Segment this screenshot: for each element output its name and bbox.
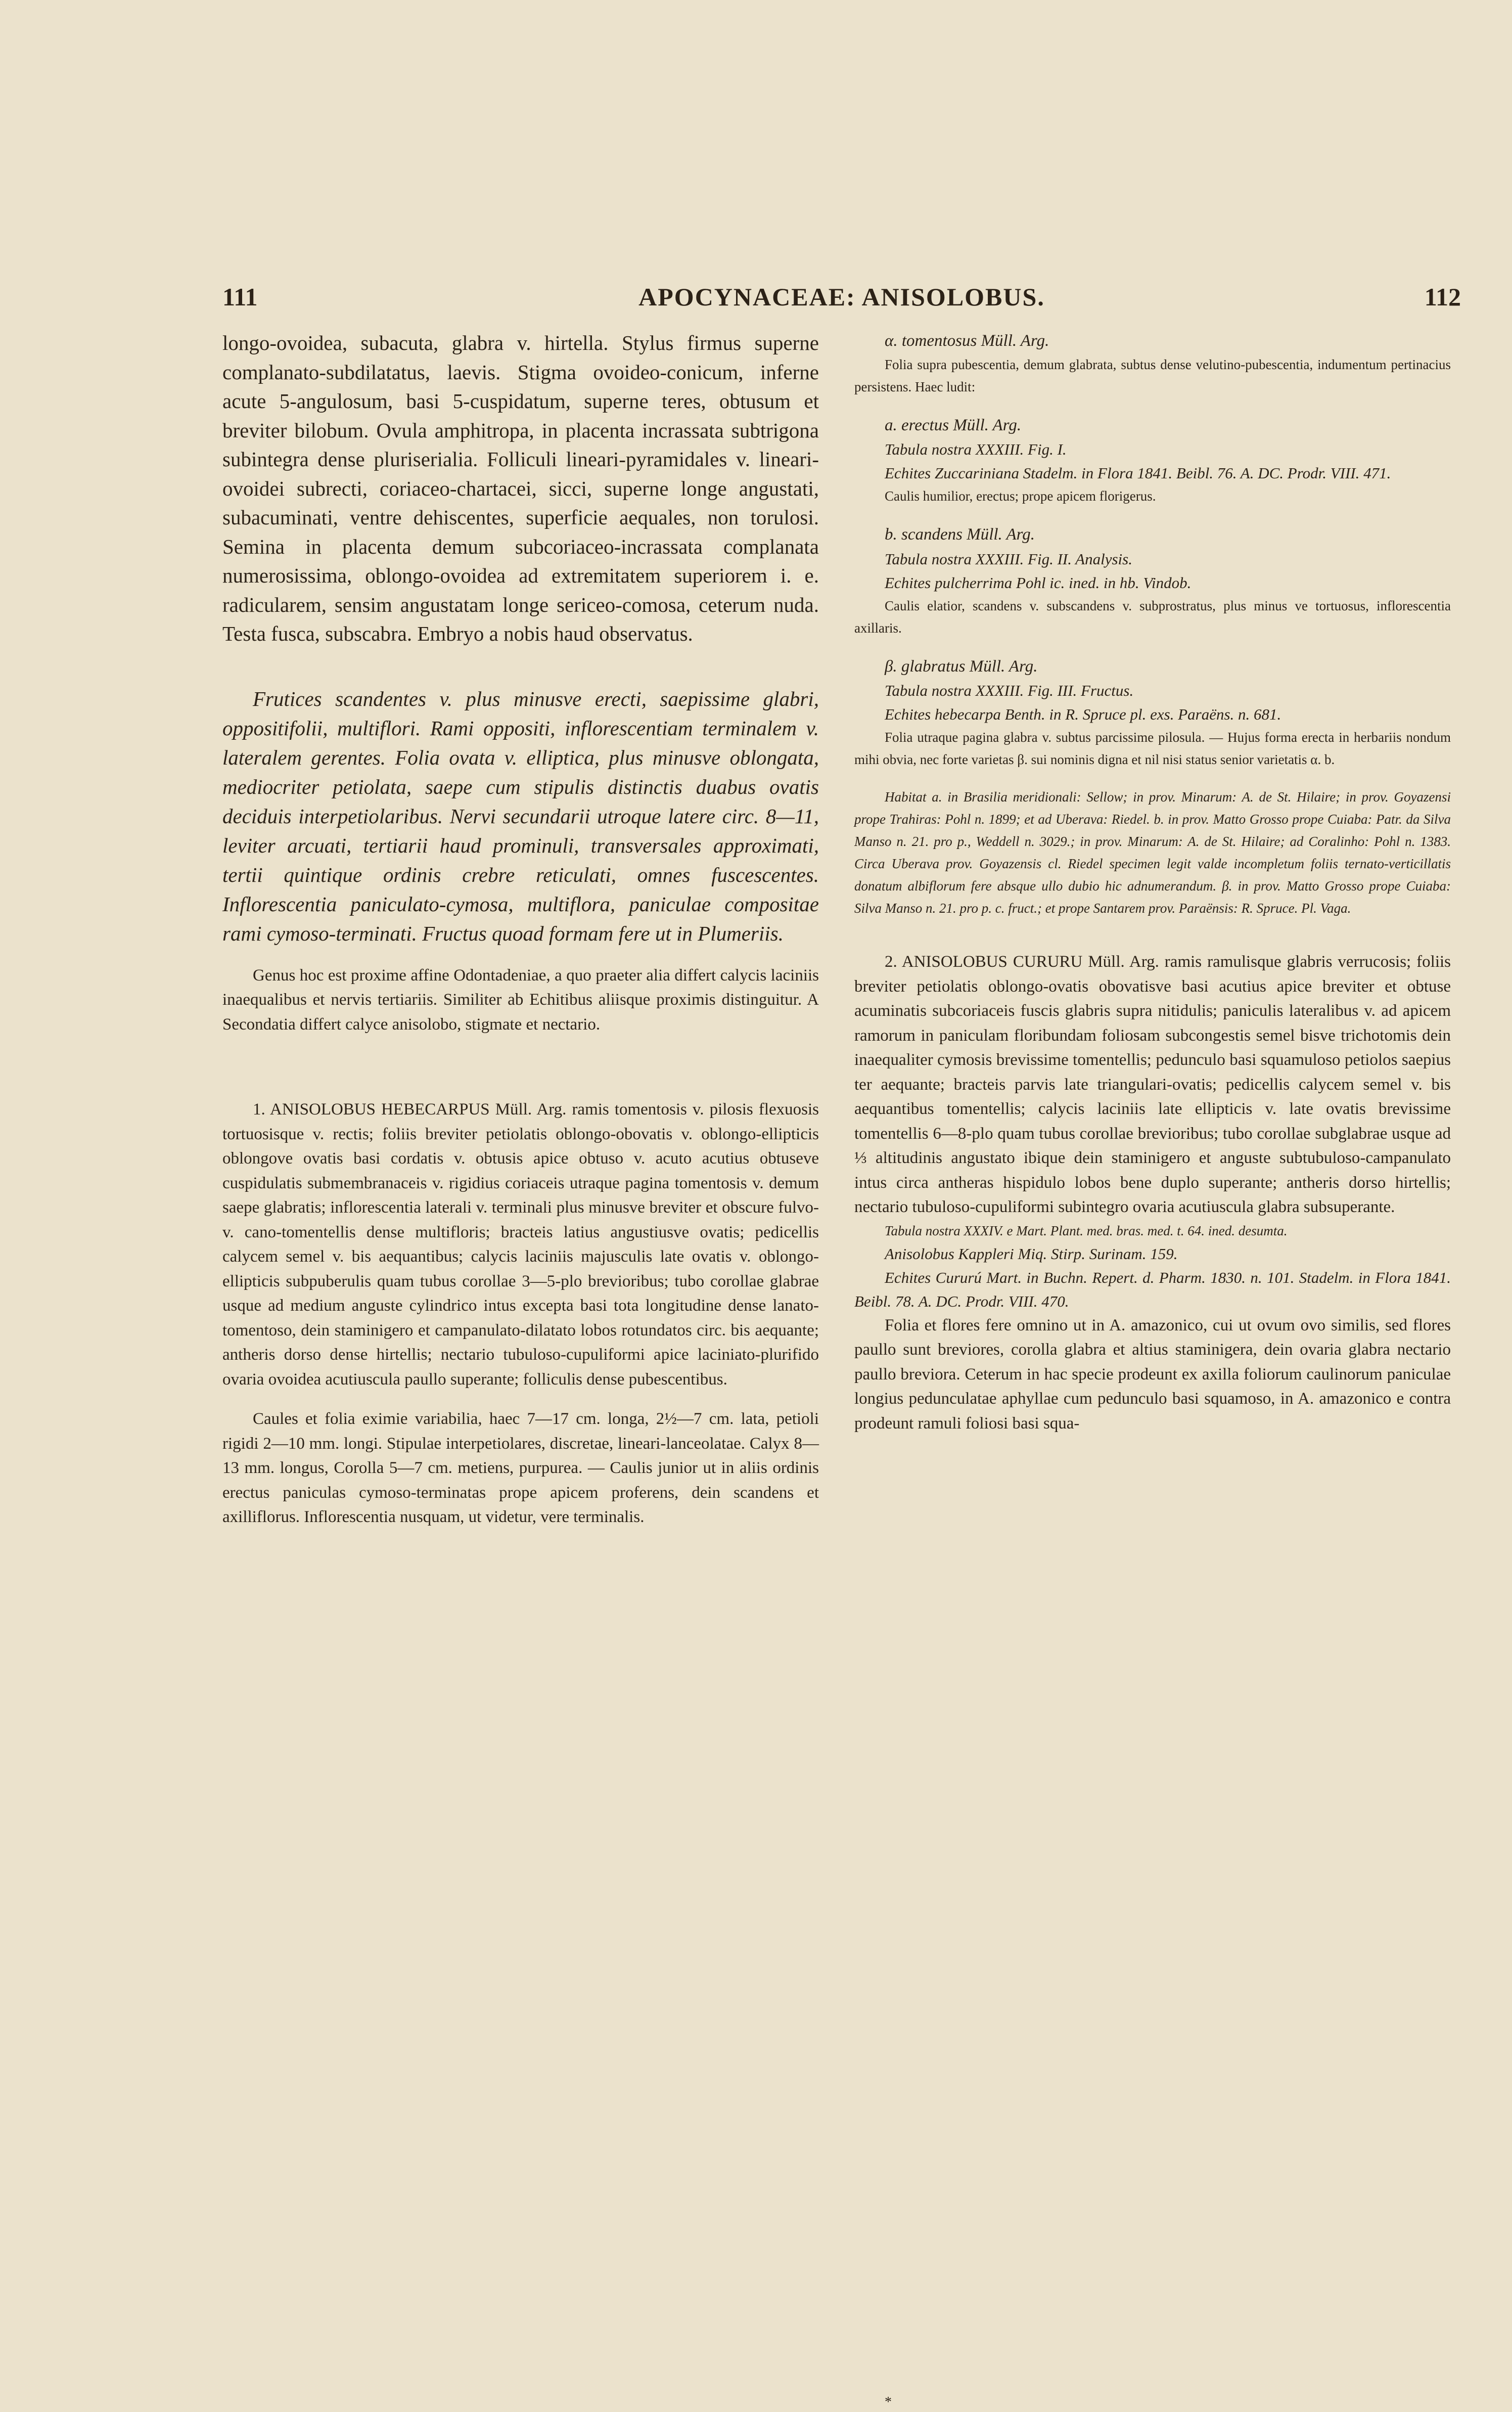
- page-header: [222, 282, 1461, 318]
- species-1-notes: Caules et folia eximie variabilia, haec 7—17 cm. longa, 2½—7 cm. lata, petioli rigidi 2—10 mm. longi. Stipulae interpetiolares, discretae, lineari-lanceolatae. Calyx 8—13 mm. longus, Corolla 5—7 cm. metiens, purpurea. — Caulis junior ut in aliis ordinis erectus paniculas cymoso-terminatas prope apicem proferens, dein scandens et axilliflorus. Inflorescentia nusquam, ut videtur, vere terminalis.: [222, 1410, 819, 1526]
- right-column: [854, 329, 1451, 1436]
- footer-mark: *: [885, 2394, 892, 2410]
- page-number-right: 112: [1424, 283, 1461, 311]
- genus-affinity-note: Genus hoc est proxime affine Odontadeniae, a quo praeter alia differt calycis laciniis inaequalibus et nervis tertiariis. Similiter ab Echitibus aliisque proximis distinguitur. A Secondatia differt calyce anisolobo, stigmate et nectario.: [222, 966, 819, 1034]
- variety-alpha-description: Folia supra pubescentia, demum glabrata, subtus dense velutino-pubescentia, indumentum pertinacius persistens. Haec ludit:: [854, 356, 1451, 394]
- variety-beta-synonym: Echites hebecarpa Benth. in R. Spruce pl. exs. Paraëns. n. 681.: [885, 705, 1281, 723]
- species-2-diagnosis: 2. ANISOLOBUS CURURU Müll. Arg. ramis ramulisque glabris verrucosis; foliis breviter petiolatis oblongo-ovatis obovatisve basi acutius apice breviter et obtuse acuminatis subcoriaceis fuscis glabris supra nitidulis; paniculis lateralibus v. ad apicem ramorum in paniculam floribundam foliosam subcongestis semel bisve trichotomis dein inaequaliter cymosis brevissime tomentellis; pedunculo basi squamuloso petiolos saepius ter aequante; bracteis parvis late triangulari-ovatis; pedicellis calycem semel v. bis aequantibus tomentellis; calycis laciniis late ellipticis v. late ovatis brevissime tomentellis 6—8-plo quam tubus corollae brevioribus; tubo corollae subglabrae usque ad ⅓ altitudinis angustato ibique dein staminigero et anguste subtubuloso-campanulato intus circa antheras hispidulo lobos bene duplo superante; antheris dorso hirtellis; nectario tubuloso-cupuliformi subintegro ovaria acutiuscula glabra subsuperante.: [854, 953, 1451, 1216]
- form-a-description: Caulis humilior, erectus; prope apicem florigerus.: [885, 488, 1156, 504]
- form-a-heading: a. erectus Müll. Arg.: [885, 416, 1022, 434]
- variety-beta-plate: Tabula nostra XXXIII. Fig. III. Fructus.: [885, 682, 1134, 699]
- page-number-left: 111: [222, 283, 258, 311]
- variety-alpha-heading: α. tomentosus Müll. Arg.: [885, 332, 1049, 350]
- form-b-description: Caulis elatior, scandens v. subscandens v. subprostratus, plus minus ve tortuosus, inflorescentia axillaris.: [854, 598, 1451, 636]
- variety-beta-heading: β. glabratus Müll. Arg.: [885, 657, 1038, 676]
- left-column: [222, 329, 819, 1530]
- species-2-plate: Tabula nostra XXXIV. e Mart. Plant. med. bras. med. t. 64. ined. desumta.: [885, 1223, 1288, 1238]
- species-2-notes: Folia et flores fere omnino ut in A. amazonico, cui ut ovum ovo similis, sed flores paullo sunt breviores, corolla glabra et altius staminigera, dein ovaria glabra nectario paullo breviora. Ceterum in hac specie prodeunt ex axilla foliorum caulinorum paniculae longius pedunculatae aphyllae cum pedunculo basi squamoso, in A. amazonico e contra prodeunt ramuli foliosi basi squa-: [854, 1316, 1451, 1433]
- species-2-synonym-1: Anisolobus Kappleri Miq. Stirp. Surinam. 159.: [885, 1244, 1178, 1263]
- form-b-heading: b. scandens Müll. Arg.: [885, 525, 1035, 544]
- generic-character-paragraph: Frutices scandentes v. plus minusve erecti, saepissime glabri, oppositifolii, multiflori. Rami oppositi, inflorescentiam terminalem v. lateralem gerentes. Folia ovata v. elliptica, plus minusve oblongata, mediocriter petiolata, saepe cum stipulis distinctis duabus ovatis deciduis interpetiolaribus. Nervi secundarii utroque latere circ. 8—11, leviter arcuati, tertiarii haud prominuli, transversales approximati, tertii quintique ordinis crebre reticulati, omnes fuscescentes. Inflorescentia paniculato-cymosa, multiflora, paniculae compositae rami cymoso-terminati. Fructus quoad formam fere ut in Plumeriis.: [222, 687, 819, 945]
- form-a-synonym: Echites Zuccariniana Stadelm. in Flora 1841. Beibl. 76. A. DC. Prodr. VIII. 471.: [885, 464, 1391, 482]
- form-b-synonym: Echites pulcherrima Pohl ic. ined. in hb. Vindob.: [885, 573, 1192, 592]
- species-2-synonym-2: Echites Cururú Mart. in Buchn. Repert. d. Pharm. 1830. n. 101. Stadelm. in Flora 1841. Beibl. 78. A. DC. Prodr. VIII. 470.: [854, 1268, 1451, 1310]
- genus-description-continued: longo-ovoidea, subacuta, glabra v. hirtella. Stylus firmus superne complanato-subdilatatus, laevis. Stigma ovoideo-conicum, inferne acute 5-angulosum, basi 5-cuspidatum, superne teres, obtusum et breviter bilobum. Ovula amphitropa, in placenta incrassata subtrigona subintegra dense pluriserialia. Folliculi lineari-pyramidales v. lineari-ovoidei subrecti, coriaceo-chartacei, sicci, superne longe angustati, subacuminati, ventre dehiscentes, superficie aequales, non torulosi. Semina in placenta demum subcoriaceo-incrassata complanata numerosissima, oblongo-ovoidea ad extremitatem superiorem i. e. radicularem, sensim angustatam longe sericeo-comosa, ceterum nuda. Testa fusca, subscabra. Embryo a nobis haud observatus.: [222, 331, 819, 645]
- habitat-paragraph: Habitat a. in Brasilia meridionali: Sellow; in prov. Minarum: A. de St. Hilaire; in prov. Goyazensi prope Trahiras: Pohl n. 1899; et ad Uberava: Riedel. b. in prov. Matto Grosso prope Cuiaba: Patr. da Silva Manso n. 21. pro p., Weddell n. 3029.; in prov. Minarum: A. de St. Hilaire; ad Coralinho: Pohl n. 1383. Circa Uberava prov. Goyazensis cl. Riedel specimen legit valde incompletum foliis ternato-verticillatis donatum albiflorum fere absque ullo dubio hic adnumerandum. β. in prov. Matto Grosso prope Cuiaba: Silva Manso n. 21. pro p. c. fruct.; et prope Santarem prov. Paraënsis: R. Spruce. Pl. Vaga.: [854, 789, 1451, 916]
- running-title: APOCYNACEAE: ANISOLOBUS.: [638, 283, 1045, 311]
- form-a-plate: Tabula nostra XXXIII. Fig. I.: [885, 440, 1067, 458]
- form-b-plate: Tabula nostra XXXIII. Fig. II. Analysis.: [885, 550, 1132, 568]
- variety-beta-description: Folia utraque pagina glabra v. subtus parcissime pilosula. — Hujus forma erecta in herbariis nondum mihi obvia, nec forte varietas β. sui nominis digna et nil nisi status senior varietatis α. b.: [854, 730, 1451, 767]
- species-1-diagnosis: 1. ANISOLOBUS HEBECARPUS Müll. Arg. ramis tomentosis v. pilosis flexuosis tortuosisque v. rectis; foliis breviter petiolatis oblongo-obovatis v. oblongo-ellipticis oblongove ovatis basi cordatis v. obtusis apice obtuso v. acuto acutius obtuseve cuspidulatis submembranaceis v. rigidius coriaceis utraque pagina tomentosis v. demum saepe glabratis; inflorescentia laterali v. terminali plus minusve breviter et obscure fulvo- v. cano-tomentellis dense multifloris; bracteis latius angustiusve ovatis; pedicellis calycem semel v. bis aequantibus; calycis laciniis majusculis late ovatis v. oblongo-ellipticis subpuberulis quam tubus corollae 3—5-plo brevioribus; tubo corollae glabrae usque ad medium anguste cylindrico intus excepta basi tota longitudine dense lanato-tomentoso, dein staminigero et campanulato-dilatato lobos rotundatos circ. bis aequante; antheris dorso dense hirtellis; nectario tubuloso-cupuliformi apice laciniato-plurifido ovaria ovoidea acutiuscula paullo superante; folliculis dense pubescentibus.: [222, 1100, 819, 1389]
